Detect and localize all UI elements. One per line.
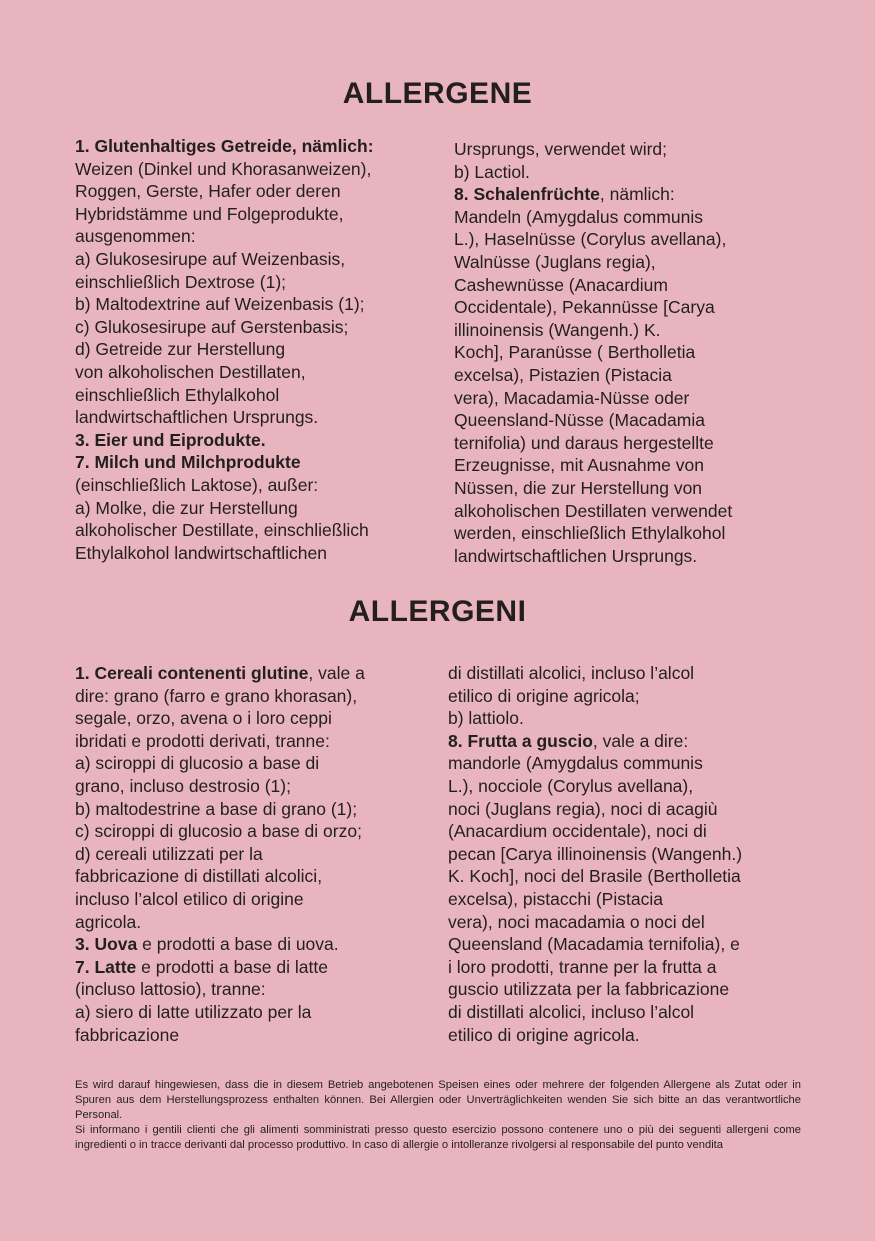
line-text: Hybridstämme und Folgeprodukte, xyxy=(75,203,344,224)
text-line xyxy=(75,775,365,798)
line-text: Queensland (Macadamia ternifolia), e xyxy=(448,934,740,955)
line-text: Queensland-Nüsse (Macadamia xyxy=(454,410,705,431)
text-line xyxy=(75,1024,365,1047)
text-line xyxy=(75,271,374,294)
line-text: Weizen (Dinkel und Khorasanweizen), xyxy=(75,158,372,179)
text-line xyxy=(75,384,374,407)
text-line xyxy=(75,685,365,708)
bold-heading: 1. Glutenhaltiges Getreide, nämlich: xyxy=(75,136,374,156)
bold-heading: 7. Milch und Milchprodukte xyxy=(75,452,301,473)
line-text: b) lattiolo. xyxy=(448,708,524,729)
line-text: b) maltodestrine a base di grano (1); xyxy=(75,798,358,819)
text-line xyxy=(454,138,732,161)
line-text: , vale a dire: xyxy=(592,730,689,751)
text-line xyxy=(454,364,732,387)
line-text: a) siero di latte utilizzato per la xyxy=(75,1001,312,1022)
text-line xyxy=(75,978,365,1001)
text-line xyxy=(454,545,732,568)
text-line xyxy=(448,685,742,708)
text-line xyxy=(75,248,374,271)
line-text: ternifolia) und daraus hergestellte xyxy=(454,432,714,453)
text-line xyxy=(448,820,742,843)
line-text: einschließlich Dextrose (1); xyxy=(75,271,287,292)
line-text: Erzeugnisse, mit Ausnahme von xyxy=(454,455,704,476)
line-text: etilico di origine agricola. xyxy=(448,1024,640,1045)
notice-german: Es wird darauf hingewiesen, dass die in diesem Betrieb angebotenen Speisen eines oder mehrere der folgenden Allergene als Zutat oder in Spuren aus dem Herstellungsprozess enthalten können. Bei Allergien oder Unverträglichkeiten wenden Sie sich bitte an das verantwortliche Personal. xyxy=(75,1079,801,1121)
text-line xyxy=(75,542,374,565)
line-text: (incluso lattosio), tranne: xyxy=(75,979,266,1000)
text-line xyxy=(448,775,742,798)
line-text: werden, einschließlich Ethylalkohol xyxy=(454,523,726,544)
text-line xyxy=(75,135,374,158)
line-text: K. Koch], noci del Brasile (Bertholletia xyxy=(448,866,741,887)
line-text: vera), Macadamia-Nüsse oder xyxy=(454,387,690,408)
line-text: fabbricazione xyxy=(75,1024,180,1045)
text-line xyxy=(75,338,374,361)
text-line xyxy=(448,662,742,685)
text-line xyxy=(448,978,742,1001)
text-line xyxy=(448,1024,742,1047)
bold-heading: 8. Schalenfrüchte xyxy=(454,184,600,205)
line-text: einschließlich Ethylalkohol xyxy=(75,384,280,405)
bold-heading: 1. Cereali contenenti glutine xyxy=(75,663,309,683)
text-line xyxy=(448,798,742,821)
line-text: ibridati e prodotti derivati, tranne: xyxy=(75,730,330,751)
text-line xyxy=(448,752,742,775)
line-text: a) sciroppi di glucosio a base di xyxy=(75,753,320,774)
line-text: landwirtschaftlichen Ursprungs. xyxy=(454,545,698,566)
line-text: (einschließlich Laktose), außer: xyxy=(75,474,319,495)
text-line xyxy=(75,752,365,775)
text-line xyxy=(75,474,374,497)
text-line xyxy=(454,341,732,364)
text-line xyxy=(75,911,365,934)
line-text: e prodotti a base di uova. xyxy=(137,934,339,955)
text-line xyxy=(448,1001,742,1024)
text-line xyxy=(75,1001,365,1024)
bold-heading: 7. Latte xyxy=(75,956,137,977)
line-text: Koch], Paranüsse ( Bertholletia xyxy=(454,342,696,363)
line-text: Cashewnüsse (Anacardium xyxy=(454,274,668,295)
text-line xyxy=(454,432,732,455)
line-text: mandorle (Amygdalus communis xyxy=(448,753,703,774)
line-text: e prodotti a base di latte xyxy=(136,956,328,977)
text-line xyxy=(448,843,742,866)
line-text: Ursprungs, verwendet wird; xyxy=(454,139,667,159)
line-text: , vale a xyxy=(308,663,365,683)
text-line xyxy=(454,251,732,274)
text-line xyxy=(75,933,365,956)
line-text: illinoinensis (Wangenh.) K. xyxy=(454,319,661,340)
line-text: incluso l’alcol etilico di origine xyxy=(75,888,304,909)
text-line xyxy=(75,497,374,520)
text-line xyxy=(75,225,374,248)
text-line xyxy=(448,933,742,956)
line-text: fabbricazione di distillati alcolici, xyxy=(75,866,323,887)
text-line xyxy=(454,409,732,432)
line-text: (Anacardium occidentale), noci di xyxy=(448,821,707,842)
text-line xyxy=(75,519,374,542)
text-line xyxy=(75,158,374,181)
allergene-title: ALLERGENE xyxy=(342,77,533,110)
line-text: , nämlich: xyxy=(599,184,675,205)
bold-heading: 3. Uova xyxy=(75,934,138,955)
line-text: Ethylalkohol landwirtschaftlichen xyxy=(75,542,327,563)
line-text: a) Glukosesirupe auf Weizenbasis, xyxy=(75,248,346,269)
text-line xyxy=(75,707,365,730)
text-line xyxy=(75,203,374,226)
allergeni-title: ALLERGENI xyxy=(348,595,527,628)
line-text: von alkoholischen Destillaten, xyxy=(75,361,306,382)
line-text: vera), noci macadamia o noci del xyxy=(448,911,705,932)
line-text: Nüssen, die zur Herstellung von xyxy=(454,477,703,498)
text-line xyxy=(448,730,742,753)
line-text: Walnüsse (Juglans regia), xyxy=(454,251,656,272)
line-text: b) Maltodextrine auf Weizenbasis (1); xyxy=(75,294,365,315)
line-text: L.), nocciole (Corylus avellana), xyxy=(448,775,694,796)
text-line xyxy=(75,361,374,384)
line-text: ausgenommen: xyxy=(75,226,196,247)
text-line xyxy=(454,319,732,342)
text-line xyxy=(454,183,732,206)
text-line xyxy=(75,316,374,339)
text-line xyxy=(75,956,365,979)
text-line xyxy=(448,888,742,911)
text-line xyxy=(454,161,732,184)
text-line xyxy=(448,865,742,888)
text-line xyxy=(75,820,365,843)
text-line xyxy=(448,956,742,979)
allergene-left-column xyxy=(75,135,374,564)
allergeni-left-column xyxy=(75,662,365,1046)
line-text: noci (Juglans regia), noci di acagiù xyxy=(448,798,718,819)
line-text: excelsa), Pistazien (Pistacia xyxy=(454,364,672,385)
line-text: agricola. xyxy=(75,911,142,932)
text-line xyxy=(75,180,374,203)
line-text: i loro prodotti, tranne per la frutta a xyxy=(448,956,717,977)
line-text: c) sciroppi di glucosio a base di orzo; xyxy=(75,821,362,842)
line-text: d) Getreide zur Herstellung xyxy=(75,339,286,360)
allergen-notice xyxy=(75,1078,801,1153)
notice-italian: Si informano i gentili clienti che gli alimenti somministrati presso questo esercizio possono contenere uno o più dei seguenti allergeni come ingredienti o in tracce derivanti dal processo produttivo. In caso di allergie o intolleranze rivolgersi al responsabile del punto vendita xyxy=(75,1124,801,1151)
line-text: pecan [Carya illinoinensis (Wangenh.) xyxy=(448,843,743,864)
bold-heading: 3. Eier und Eiprodukte. xyxy=(75,429,266,450)
text-line xyxy=(454,228,732,251)
allergeni-right-column xyxy=(448,662,742,1046)
line-text: dire: grano (farro e grano khorasan), xyxy=(75,685,358,706)
line-text: di distillati alcolici, incluso l’alcol xyxy=(448,663,695,683)
line-text: di distillati alcolici, incluso l’alcol xyxy=(448,1001,695,1022)
text-line xyxy=(75,843,365,866)
text-line xyxy=(448,707,742,730)
allergene-right-column xyxy=(454,138,732,567)
line-text: a) Molke, die zur Herstellung xyxy=(75,497,298,518)
text-line xyxy=(454,477,732,500)
line-text: Roggen, Gerste, Hafer oder deren xyxy=(75,181,341,202)
text-line xyxy=(454,206,732,229)
text-line xyxy=(75,406,374,429)
text-line xyxy=(454,296,732,319)
line-text: L.), Haselnüsse (Corylus avellana), xyxy=(454,229,727,250)
text-line xyxy=(75,798,365,821)
line-text: alkoholischer Destillate, einschließlich xyxy=(75,520,369,541)
line-text: Occidentale), Pekannüsse [Carya xyxy=(454,297,715,318)
line-text: excelsa), pistacchi (Pistacia xyxy=(448,888,663,909)
text-line xyxy=(448,911,742,934)
text-line xyxy=(454,274,732,297)
line-text: guscio utilizzata per la fabbricazione xyxy=(448,979,730,1000)
text-line xyxy=(75,662,365,685)
bold-heading: 8. Frutta a guscio xyxy=(448,730,593,751)
text-line xyxy=(75,429,374,452)
text-line xyxy=(454,500,732,523)
text-line xyxy=(75,730,365,753)
line-text: segale, orzo, avena o i loro ceppi xyxy=(75,708,332,729)
text-line xyxy=(75,888,365,911)
text-line xyxy=(454,522,732,545)
text-line xyxy=(454,387,732,410)
line-text: landwirtschaftlichen Ursprungs. xyxy=(75,407,319,428)
text-line xyxy=(75,865,365,888)
text-line xyxy=(75,293,374,316)
line-text: b) Lactiol. xyxy=(454,161,530,182)
line-text: grano, incluso destrosio (1); xyxy=(75,775,291,796)
line-text: d) cereali utilizzati per la xyxy=(75,843,263,864)
text-line xyxy=(454,454,732,477)
text-line xyxy=(75,451,374,474)
line-text: c) Glukosesirupe auf Gerstenbasis; xyxy=(75,316,349,337)
line-text: Mandeln (Amygdalus communis xyxy=(454,206,703,227)
line-text: alkoholischen Destillaten verwendet xyxy=(454,500,733,521)
line-text: etilico di origine agricola; xyxy=(448,685,640,706)
